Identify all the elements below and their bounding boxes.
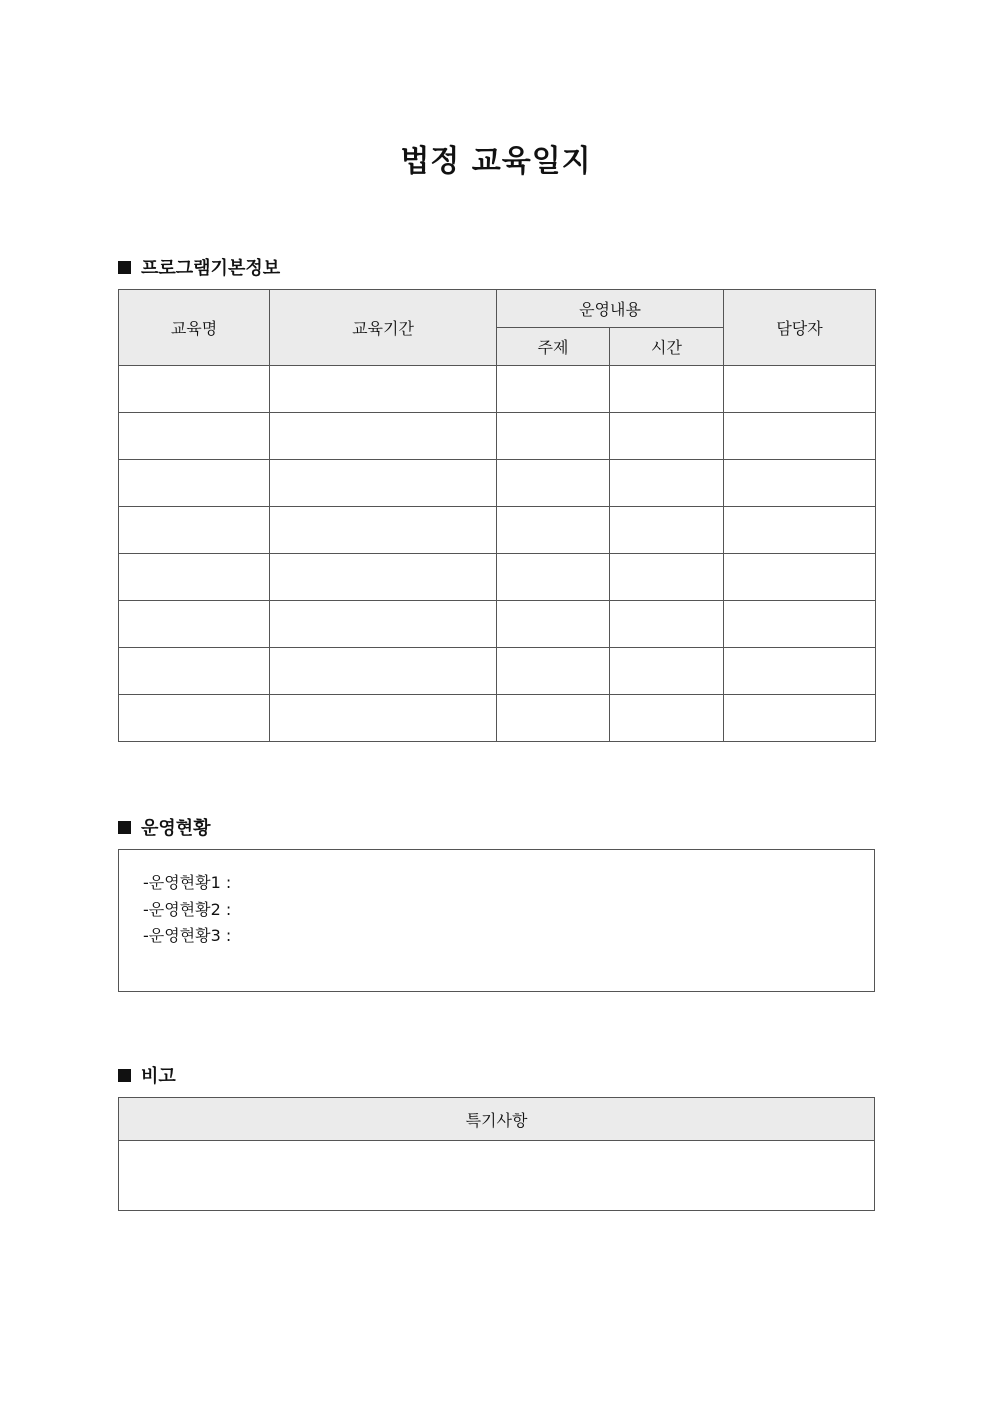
cell-time[interactable] [610, 366, 724, 413]
operation-status-list [119, 850, 874, 950]
table-row [119, 648, 876, 695]
cell-education-name[interactable] [119, 507, 270, 554]
program-info-heading-label: 프로그램기본정보 [141, 258, 281, 279]
operation-status-heading [118, 814, 211, 840]
cell-education-period[interactable] [270, 507, 497, 554]
remarks-heading [118, 1062, 176, 1088]
cell-manager[interactable] [724, 648, 876, 695]
special-notes-content[interactable] [119, 1141, 875, 1211]
cell-education-period[interactable] [270, 413, 497, 460]
cell-time[interactable] [610, 413, 724, 460]
table-row [119, 413, 876, 460]
cell-education-period[interactable] [270, 601, 497, 648]
cell-education-period[interactable] [270, 366, 497, 413]
list-item: -운영현황1 : [143, 873, 232, 892]
header-special-notes: 특기사항 [119, 1098, 875, 1141]
cell-manager[interactable] [724, 366, 876, 413]
cell-topic[interactable] [497, 460, 610, 507]
operation-status-heading-label: 운영현황 [141, 818, 211, 839]
table-row [119, 366, 876, 413]
cell-education-name[interactable] [119, 366, 270, 413]
cell-time[interactable] [610, 507, 724, 554]
table-row [119, 460, 876, 507]
square-bullet-icon [118, 821, 131, 834]
cell-time[interactable] [610, 460, 724, 507]
program-info-heading [118, 254, 280, 280]
cell-education-name[interactable] [119, 695, 270, 742]
remarks-heading-label: 비고 [141, 1066, 176, 1087]
cell-time[interactable] [610, 554, 724, 601]
header-time: 시간 [610, 328, 724, 366]
cell-topic[interactable] [497, 507, 610, 554]
operation-status-box[interactable] [118, 849, 875, 992]
page-title: 법정 교육일지 [400, 144, 592, 179]
table-row [119, 601, 876, 648]
cell-education-name[interactable] [119, 601, 270, 648]
header-manager: 담당자 [724, 290, 876, 366]
cell-education-period[interactable] [270, 695, 497, 742]
cell-manager[interactable] [724, 554, 876, 601]
cell-manager[interactable] [724, 507, 876, 554]
cell-education-name[interactable] [119, 648, 270, 695]
cell-topic[interactable] [497, 695, 610, 742]
cell-topic[interactable] [497, 366, 610, 413]
cell-manager[interactable] [724, 460, 876, 507]
cell-education-name[interactable] [119, 460, 270, 507]
cell-topic[interactable] [497, 413, 610, 460]
cell-time[interactable] [610, 648, 724, 695]
square-bullet-icon [118, 1069, 131, 1082]
program-info-table [118, 289, 876, 742]
cell-education-name[interactable] [119, 413, 270, 460]
cell-education-period[interactable] [270, 648, 497, 695]
header-topic: 주제 [497, 328, 610, 366]
cell-education-name[interactable] [119, 554, 270, 601]
list-item: -운영현황2 : [143, 899, 232, 919]
cell-time[interactable] [610, 601, 724, 648]
cell-education-period[interactable] [270, 554, 497, 601]
cell-topic[interactable] [497, 648, 610, 695]
cell-topic[interactable] [497, 601, 610, 648]
cell-education-period[interactable] [270, 460, 497, 507]
header-education-period: 교육기간 [270, 290, 497, 366]
table-row [119, 695, 876, 742]
list-item: -운영현황3 : [143, 926, 232, 945]
header-education-name: 교육명 [119, 290, 270, 366]
cell-time[interactable] [610, 695, 724, 742]
square-bullet-icon [118, 261, 131, 274]
cell-manager[interactable] [724, 695, 876, 742]
table-row [119, 507, 876, 554]
cell-topic[interactable] [497, 554, 610, 601]
cell-manager[interactable] [724, 413, 876, 460]
table-row [119, 554, 876, 601]
cell-manager[interactable] [724, 601, 876, 648]
header-operation-content: 운영내용 [497, 290, 724, 328]
remarks-table [118, 1097, 875, 1211]
